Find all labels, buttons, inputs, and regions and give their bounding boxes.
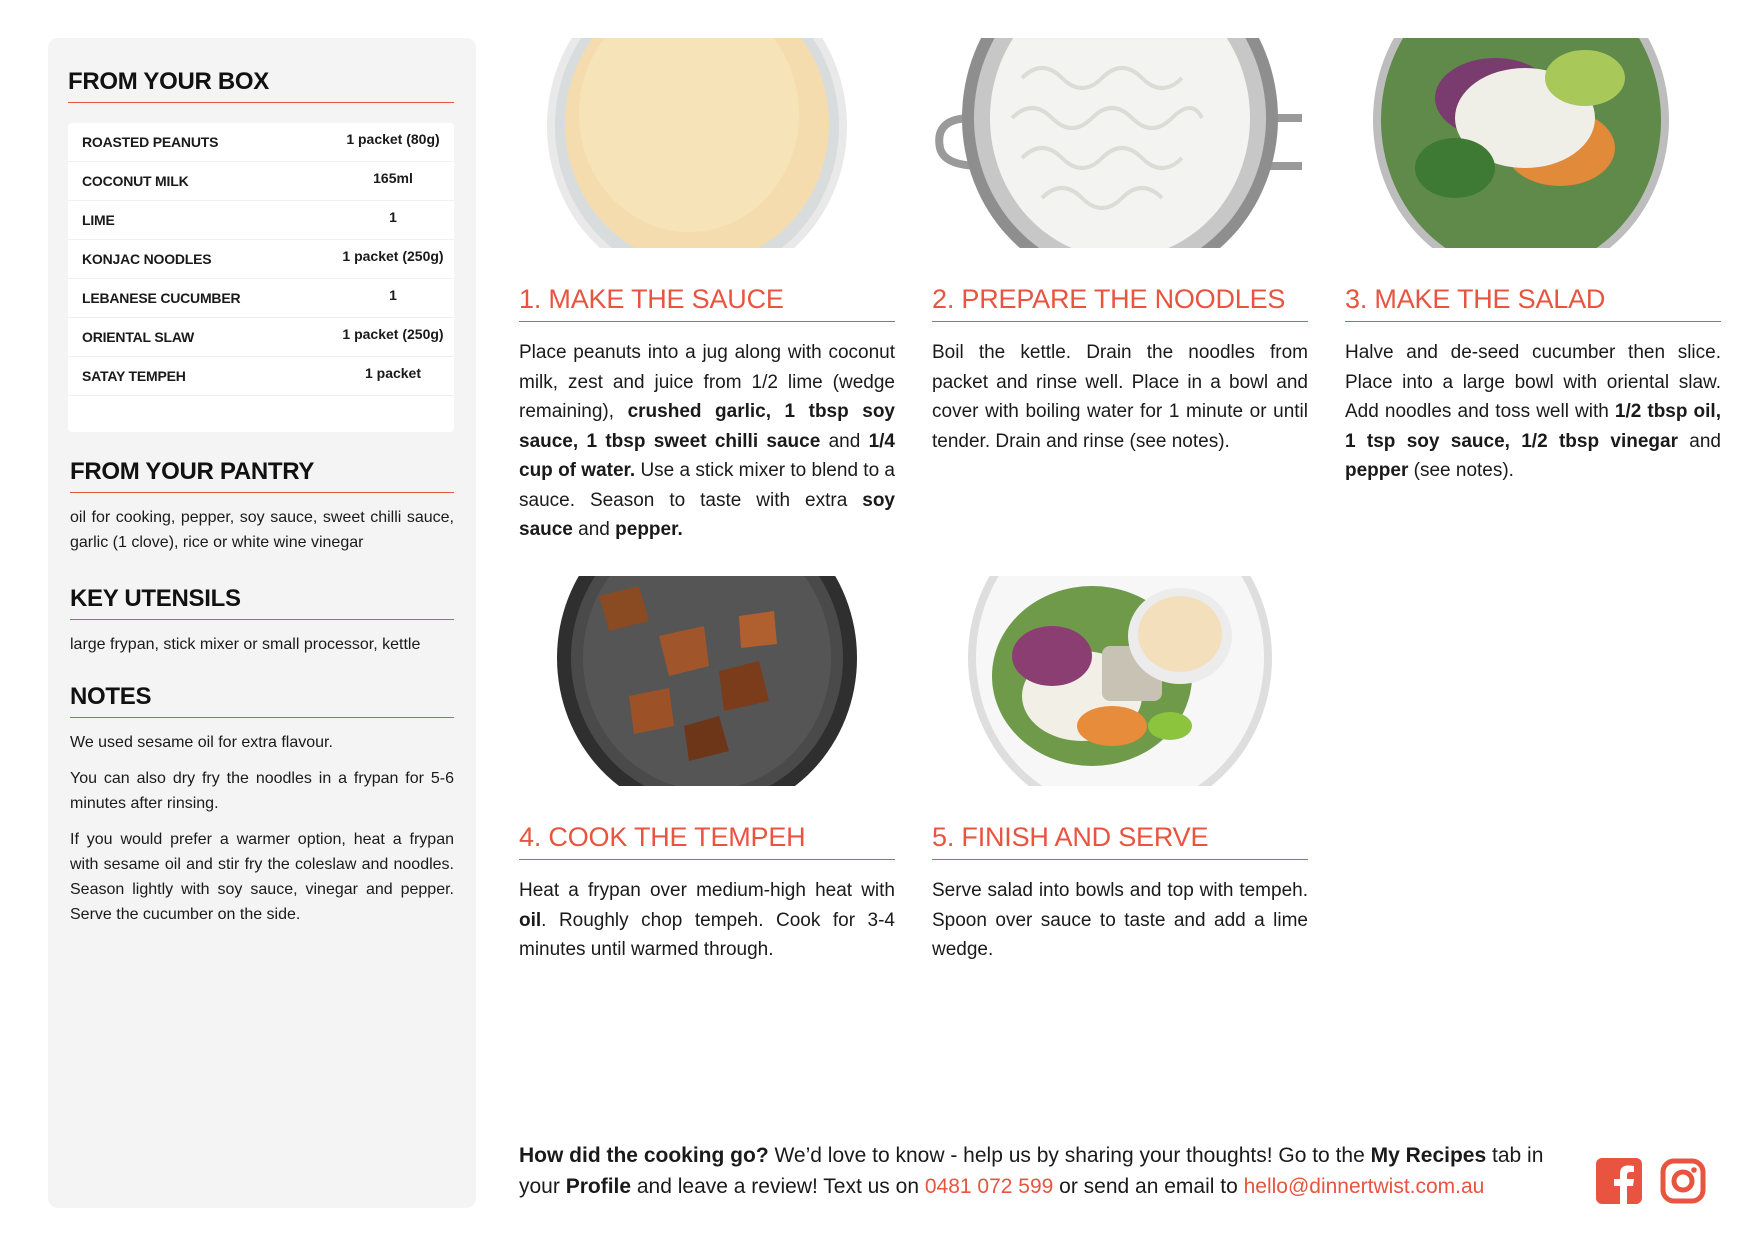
- email-link[interactable]: hello@dinnertwist.com.au: [1243, 1175, 1485, 1198]
- step-4-text: Heat a frypan over medium-high heat with oil. Roughly chop tempeh. Cook for 3-4 minutes until warmed through.: [519, 880, 895, 960]
- step-3: [1345, 38, 1721, 486]
- ingredient-row: [68, 240, 454, 279]
- ingredient-name: ORIENTAL SLAW: [82, 329, 194, 345]
- pantry-text: oil for cooking, pepper, soy sauce, sweet chilli sauce, garlic (1 clove), rice or white wine vinegar: [70, 509, 454, 551]
- pantry-title: FROM YOUR PANTRY: [70, 458, 454, 493]
- facebook-icon[interactable]: [1596, 1158, 1642, 1209]
- notes-section: [70, 683, 454, 938]
- ingredient-name: KONJAC NOODLES: [82, 251, 212, 267]
- step-5-title: 5. FINISH AND SERVE: [932, 822, 1308, 860]
- pantry-section: [70, 458, 454, 555]
- frypan-image: [519, 576, 895, 786]
- serve-photo: [932, 576, 1308, 786]
- ingredient-qty: 1 packet (250g): [342, 248, 444, 264]
- ingredient-name: ROASTED PEANUTS: [82, 134, 219, 150]
- ingredient-name: LEBANESE CUCUMBER: [82, 290, 241, 306]
- plated-dish-image: [932, 576, 1308, 786]
- ingredient-name: LIME: [82, 212, 115, 228]
- ingredient-qty: 1: [389, 209, 397, 225]
- utensils-text: large frypan, stick mixer or small processor, kettle: [70, 636, 421, 653]
- ingredient-qty: 1: [389, 287, 397, 303]
- ingredient-qty: 1 packet (80g): [346, 131, 440, 147]
- step-1: [519, 38, 895, 545]
- note-paragraph: You can also dry fry the noodles in a frypan for 5-6 minutes after rinsing.: [70, 770, 454, 812]
- feedback-footer: How did the cooking go? We’d love to know - help us by sharing your thoughts! Go to the My Recipes tab in your Profile and leave a review! Text us on 0481 072 599 or send an email to hello@dinnertwist.com.au: [519, 1144, 1544, 1198]
- step-1-title: 1. MAKE THE SAUCE: [519, 284, 895, 322]
- from-your-box-title: FROM YOUR BOX: [68, 68, 454, 103]
- note-paragraph: We used sesame oil for extra flavour.: [70, 734, 333, 751]
- instagram-icon[interactable]: [1660, 1158, 1706, 1209]
- step-1-text: Place peanuts into a jug along with coconut milk, zest and juice from 1/2 lime (wedge remaining), crushed garlic, 1 tbsp soy sauce, 1 tbsp sweet chilli sauce and 1/4 cup of water. Use a stick mixer to blend to a sauce. Season to taste with extra soy sauce and pepper.: [519, 342, 895, 540]
- step-2-title: 2. PREPARE THE NOODLES: [932, 284, 1308, 322]
- salad-bowl-image: [1345, 38, 1721, 248]
- noodles-photo: [932, 38, 1308, 248]
- sauce-jug-image: [519, 38, 895, 248]
- ingredients-table: [68, 123, 454, 432]
- step-5-text: Serve salad into bowls and top with tempeh. Spoon over sauce to taste and add a lime wedge.: [932, 880, 1308, 960]
- step-4: [519, 576, 895, 965]
- step-4-title: 4. COOK THE TEMPEH: [519, 822, 895, 860]
- notes-title: NOTES: [70, 683, 454, 718]
- sidebar: [48, 38, 476, 1208]
- ingredient-qty: 1 packet: [364, 365, 422, 381]
- phone-link[interactable]: 0481 072 599: [924, 1175, 1054, 1198]
- salad-photo: [1345, 38, 1721, 248]
- ingredient-row: [68, 123, 454, 162]
- step-2-text: Boil the kettle. Drain the noodles from packet and rinse well. Place in a bowl and cover with boiling water for 1 minute or until tender. Drain and rinse (see notes).: [932, 342, 1308, 452]
- ingredient-row: [68, 162, 454, 201]
- utensils-section: [70, 585, 454, 657]
- sauce-photo: [519, 38, 895, 248]
- ingredient-name: SATAY TEMPEH: [82, 368, 186, 384]
- ingredient-row: [68, 279, 454, 318]
- notes-text: [70, 730, 454, 927]
- note-paragraph: If you would prefer a warmer option, heat a frypan with sesame oil and stir fry the coleslaw and noodles. Season lightly with soy sauce, vinegar and pepper. Serve the cucumber on the side.: [70, 831, 454, 923]
- ingredient-name: COCONUT MILK: [82, 173, 189, 189]
- utensils-title: KEY UTENSILS: [70, 585, 454, 620]
- ingredient-row: [68, 318, 454, 357]
- ingredient-qty: 165ml: [373, 170, 413, 186]
- step-3-title: 3. MAKE THE SALAD: [1345, 284, 1721, 322]
- tempeh-photo: [519, 576, 895, 786]
- step-5: [932, 576, 1308, 965]
- from-your-box-section: [68, 68, 454, 432]
- ingredient-row: [68, 357, 454, 396]
- step-3-text: Halve and de-seed cucumber then slice. Place into a large bowl with oriental slaw. Add noodles and toss well with 1/2 tbsp oil, 1 tsp soy sauce, 1/2 tbsp vinegar and pepper (see notes).: [1345, 342, 1721, 481]
- ingredient-row: [68, 201, 454, 240]
- step-2: [932, 38, 1308, 456]
- noodle-strainer-image: [932, 38, 1308, 248]
- ingredient-qty: 1 packet (250g): [342, 326, 444, 342]
